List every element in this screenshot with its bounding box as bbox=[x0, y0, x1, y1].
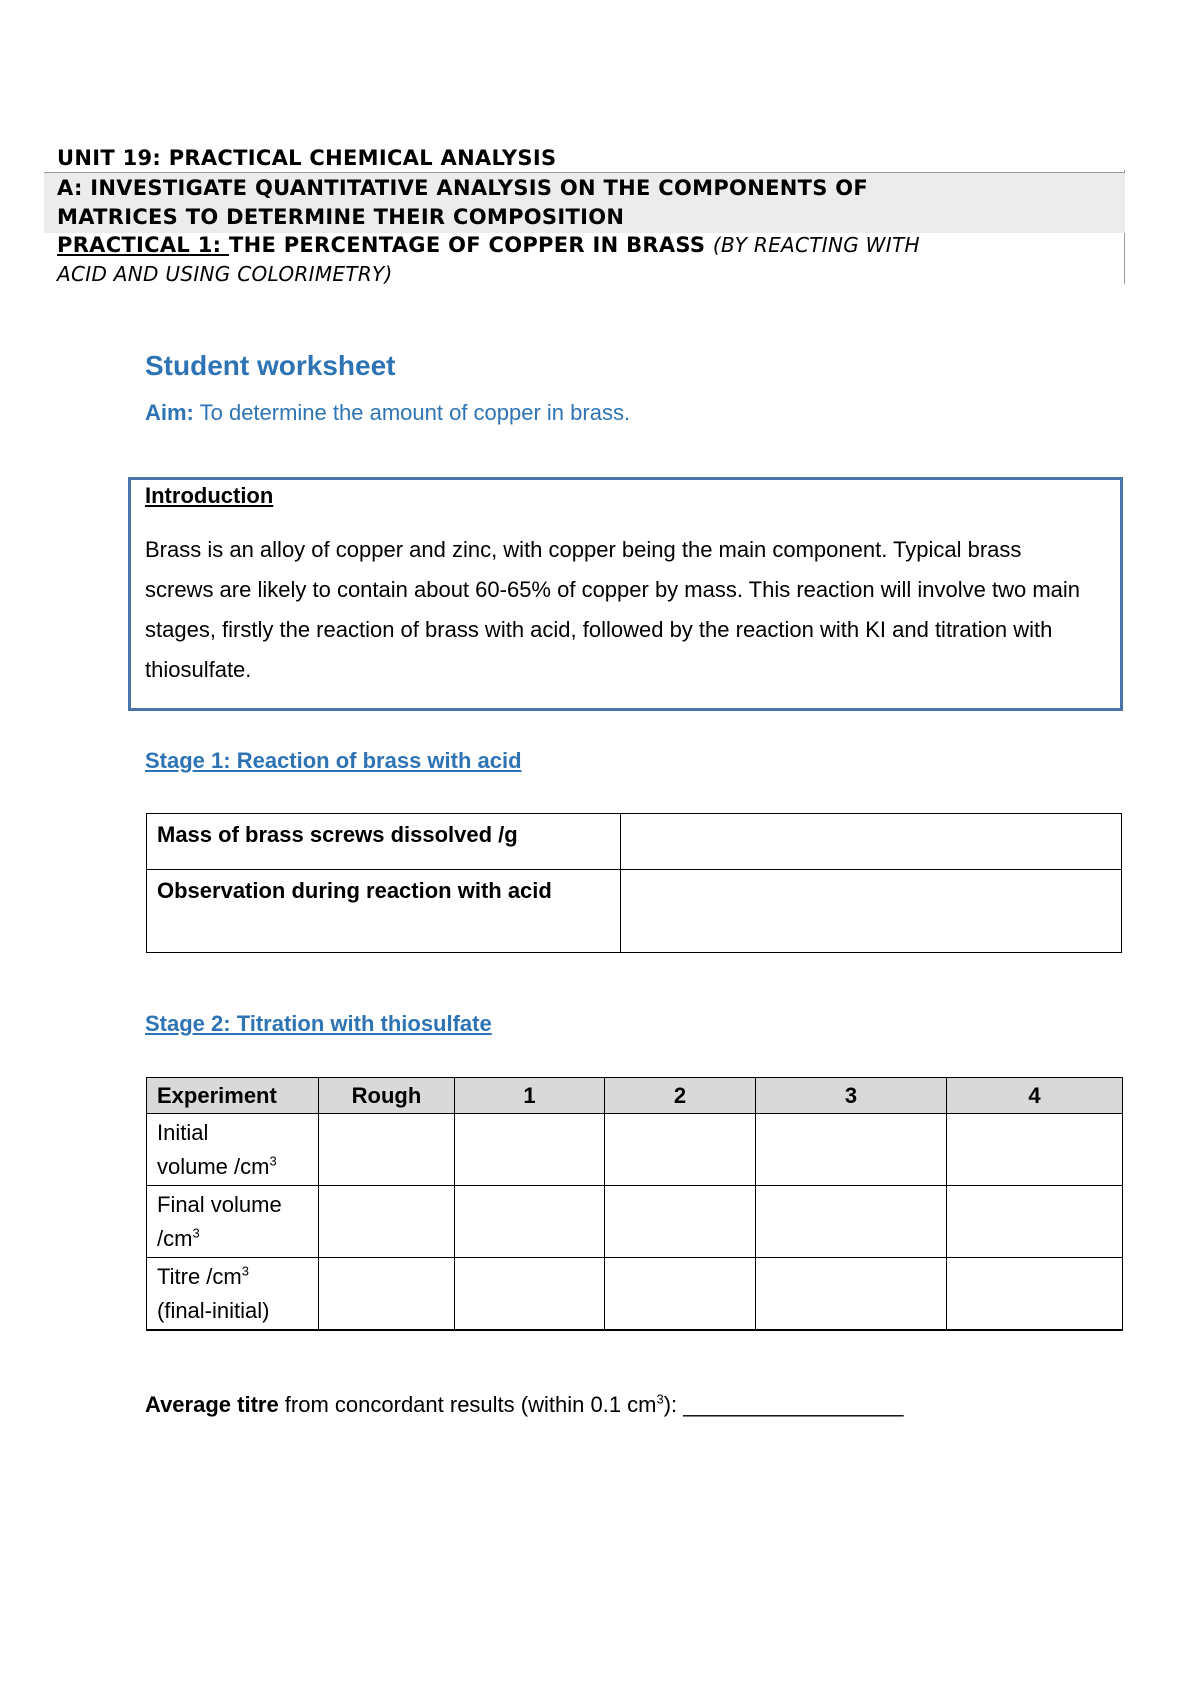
objective-line-1: A: INVESTIGATE QUANTITATIVE ANALYSIS ON THE COMPONENTS OF bbox=[57, 176, 869, 200]
entry-cell[interactable] bbox=[319, 1114, 455, 1186]
column-header: 1 bbox=[455, 1078, 605, 1114]
row-label-line1: Final volume bbox=[157, 1192, 282, 1217]
column-header: 2 bbox=[605, 1078, 756, 1114]
stage1-heading: Stage 1: Reaction of brass with acid bbox=[145, 748, 522, 773]
average-label: Average titre bbox=[145, 1392, 279, 1417]
objective-line-2: MATRICES TO DETERMINE THEIR COMPOSITION bbox=[57, 205, 625, 229]
row-label-line1: Initial bbox=[157, 1120, 209, 1145]
superscript: 3 bbox=[269, 1153, 277, 1169]
column-header: Experiment bbox=[147, 1078, 319, 1114]
mass-cell[interactable] bbox=[621, 814, 1122, 870]
entry-cell[interactable] bbox=[319, 1186, 455, 1258]
row-label: Observation during reaction with acid bbox=[147, 870, 621, 953]
entry-cell[interactable] bbox=[756, 1258, 947, 1331]
entry-cell[interactable] bbox=[756, 1114, 947, 1186]
introduction-heading: Introduction bbox=[145, 483, 274, 508]
aim-line bbox=[145, 400, 630, 426]
entry-cell[interactable] bbox=[947, 1114, 1123, 1186]
entry-cell[interactable] bbox=[605, 1186, 756, 1258]
unit-title: UNIT 19: PRACTICAL CHEMICAL ANALYSIS bbox=[57, 146, 557, 170]
aim-label: Aim: bbox=[145, 400, 194, 425]
row-label bbox=[147, 1114, 319, 1186]
entry-cell[interactable] bbox=[947, 1258, 1123, 1331]
practical-title-text: THE PERCENTAGE OF COPPER IN BRASS bbox=[228, 233, 713, 257]
entry-cell[interactable] bbox=[756, 1186, 947, 1258]
average-text: from concordant results (within 0.1 cm bbox=[278, 1392, 657, 1417]
table-row bbox=[147, 814, 1122, 870]
superscript: 3 bbox=[656, 1391, 664, 1407]
row-label bbox=[147, 1258, 319, 1331]
row-label-line2: (final-initial) bbox=[157, 1298, 270, 1323]
entry-cell[interactable] bbox=[455, 1114, 605, 1186]
introduction-text: Brass is an alloy of copper and zinc, with copper being the main component. Typical brass screws are likely to contain about 60-65% of copper by mass. This reaction will involve two main stages, firstly the reaction of brass with acid, followed by the reaction with KI and titration with thiosulfate. bbox=[145, 537, 1081, 682]
average-titre-line bbox=[145, 1392, 904, 1418]
entry-cell[interactable] bbox=[455, 1186, 605, 1258]
practical-method-2: ACID AND USING COLORIMETRY) bbox=[57, 262, 393, 286]
column-header: Rough bbox=[319, 1078, 455, 1114]
practical-title bbox=[57, 233, 920, 257]
stage1-table bbox=[146, 813, 1122, 953]
table-row bbox=[147, 1186, 1123, 1258]
practical-label: PRACTICAL 1: bbox=[57, 233, 229, 257]
average-answer-blank[interactable]: ): __________________ bbox=[663, 1392, 904, 1417]
aim-text: To determine the amount of copper in brass. bbox=[193, 400, 631, 425]
superscript: 3 bbox=[241, 1263, 249, 1279]
entry-cell[interactable] bbox=[605, 1114, 756, 1186]
entry-cell[interactable] bbox=[947, 1186, 1123, 1258]
row-label-line2: volume /cm bbox=[157, 1154, 270, 1179]
row-label bbox=[147, 1186, 319, 1258]
table-row bbox=[147, 1258, 1123, 1331]
stage2-heading: Stage 2: Titration with thiosulfate bbox=[145, 1011, 492, 1036]
table-row bbox=[147, 1114, 1123, 1186]
row-label-line1: Titre /cm bbox=[157, 1264, 242, 1289]
column-header: 3 bbox=[756, 1078, 947, 1114]
worksheet-title: Student worksheet bbox=[145, 350, 396, 381]
practical-method-1: (BY REACTING WITH bbox=[712, 233, 920, 257]
table-header-row bbox=[147, 1078, 1123, 1114]
row-label: Mass of brass screws dissolved /g bbox=[147, 814, 621, 870]
entry-cell[interactable] bbox=[319, 1258, 455, 1331]
titration-table bbox=[146, 1077, 1123, 1331]
column-header: 4 bbox=[947, 1078, 1123, 1114]
entry-cell[interactable] bbox=[605, 1258, 756, 1331]
table-row bbox=[147, 870, 1122, 953]
entry-cell[interactable] bbox=[455, 1258, 605, 1331]
row-label-line2: /cm bbox=[157, 1226, 193, 1251]
superscript: 3 bbox=[192, 1225, 200, 1241]
observation-cell[interactable] bbox=[621, 870, 1122, 953]
